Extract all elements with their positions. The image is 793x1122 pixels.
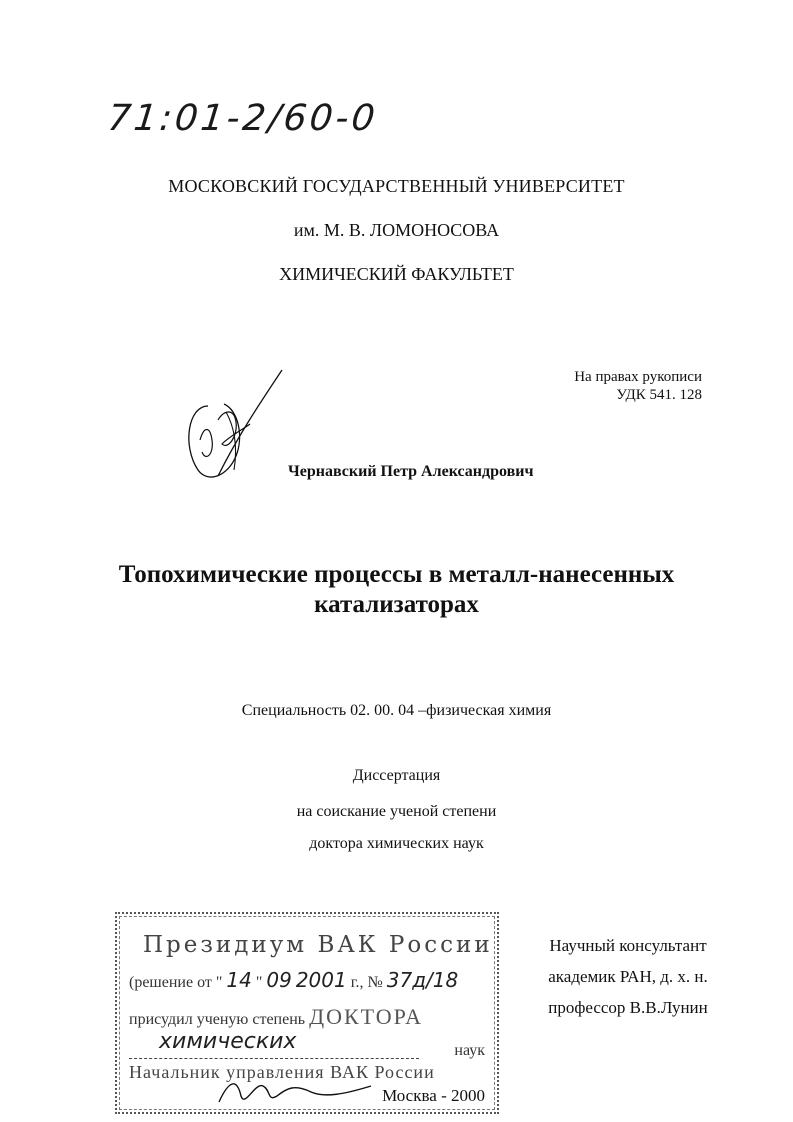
sciences-handwritten: химических (159, 1029, 297, 1054)
university-name: МОСКОВСКИЙ ГОСУДАРСТВЕННЫЙ УНИВЕРСИТЕТ (168, 176, 625, 196)
stamp-head-title: Начальник управления ВАК России (129, 1062, 435, 1082)
awarded-degree: ДОКТОРА (309, 1004, 423, 1029)
head-signature (215, 1074, 375, 1108)
consultant-role: Научный консультант (549, 936, 707, 955)
dissertation-title (0, 560, 793, 620)
degree-line-2: доктора химических наук (309, 835, 484, 852)
decision-day: 14 (226, 968, 252, 992)
title-line: Топохимические процессы в металл-нанесенных (118, 561, 675, 588)
sciences-label: наук (454, 1042, 485, 1059)
archive-number: 71:01-2/60-0 (105, 98, 380, 139)
vak-stamp (115, 912, 499, 1114)
decision-number-label: г., № (350, 974, 383, 991)
author-signature (178, 366, 290, 492)
stamp-decision (129, 968, 458, 992)
udc-code: УДК 541. 128 (616, 387, 702, 403)
stamp-title: Президиум ВАК России (143, 932, 493, 958)
decision-separator: " (255, 974, 263, 991)
scientific-consultant (528, 930, 728, 1023)
awarded-label: присудил ученую степень (129, 1011, 306, 1028)
consultant-name: профессор В.В.Лунин (548, 998, 708, 1017)
title-line: катализаторах (314, 591, 479, 618)
manuscript-label: На правах рукописи (574, 369, 702, 385)
decision-label: (решение от " (129, 974, 223, 991)
decision-month: 09 (266, 968, 292, 992)
decision-year: 2001 (295, 968, 347, 992)
faculty-name: ХИМИЧЕСКИЙ ФАКУЛЬТЕТ (279, 264, 514, 284)
degree-line-1: на соискание ученой степени (296, 803, 497, 820)
stamp-awarded (129, 1004, 423, 1030)
decision-number: 37д/18 (386, 968, 459, 992)
specialty: Специальность 02. 00. 04 –физическая химия (241, 702, 552, 719)
consultant-rank: академик РАН, д. х. н. (548, 967, 708, 986)
sciences-underline (129, 1058, 419, 1059)
university-honorific: им. М. В. ЛОМОНОСОВА (293, 220, 500, 240)
manuscript-rights (574, 368, 702, 404)
author-name: Чернавский Петр Александрович (288, 463, 534, 480)
dissertation-type: Диссертация (352, 767, 441, 784)
city-year: Москва - 2000 (382, 1086, 485, 1105)
